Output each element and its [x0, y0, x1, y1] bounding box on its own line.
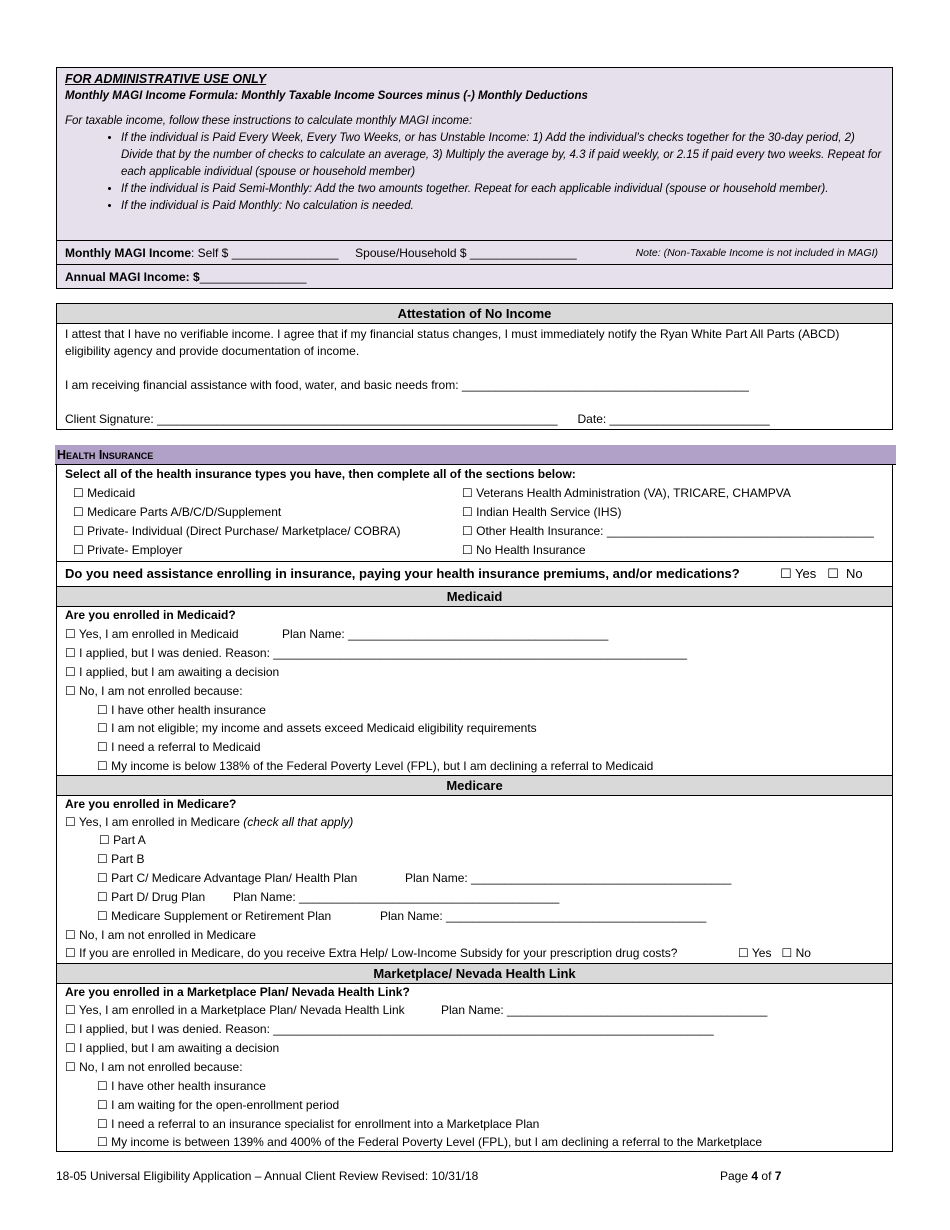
health-insurance-box	[56, 465, 893, 1152]
marketplace-awaiting[interactable]	[65, 1041, 279, 1055]
self-label: : Self $	[191, 246, 229, 260]
option-label: Yes, I am enrolled in Medicare	[78, 815, 240, 829]
medicaid-enrolled[interactable]	[65, 627, 239, 641]
medicare-part-a[interactable]	[99, 833, 146, 847]
option-label: Part C/ Medicare Advantage Plan/ Health Plan	[111, 871, 358, 885]
extra-help-answer	[738, 946, 811, 960]
attestation-title: Attestation of No Income	[57, 304, 892, 324]
checkbox-icon[interactable]: ☐	[99, 833, 110, 847]
option-label: Part A	[113, 833, 146, 847]
signature-line	[65, 411, 884, 428]
magi-bullets	[65, 130, 884, 215]
medicare-header: Medicare	[57, 775, 892, 796]
medicare-part-c[interactable]	[97, 871, 357, 885]
type-label: Medicare Parts A/B/C/D/Supplement	[87, 505, 282, 519]
medicare-supplement[interactable]	[97, 909, 331, 923]
option-label: I have other health insurance	[111, 1079, 266, 1093]
page-of: of	[761, 1169, 772, 1183]
attestation-box	[56, 303, 893, 430]
option-label: Part B	[111, 852, 145, 866]
assistance-line	[65, 377, 884, 394]
non-taxable-note: Note: (Non-Taxable Income is not included in MAGI)	[635, 247, 878, 259]
health-insurance-header: Health Insurance	[55, 445, 896, 465]
checkbox-icon[interactable]: ☐	[462, 524, 473, 538]
checkbox-icon[interactable]: ☐	[73, 505, 84, 519]
plan-label: Plan Name:	[405, 871, 468, 885]
type-label: Private- Individual (Direct Purchase/ Marketplace/ COBRA)	[87, 524, 401, 538]
marketplace-denied[interactable]	[65, 1022, 714, 1036]
checkbox-icon[interactable]: ☐	[73, 524, 84, 538]
option-label: I need a referral to an insurance specialist for enrollment into a Marketplace Plan	[111, 1117, 540, 1131]
type-label: Medicaid	[87, 486, 136, 500]
spouse-label: Spouse/Household $	[355, 246, 467, 260]
checkbox-icon[interactable]: ☐	[97, 909, 108, 923]
no-label: No	[795, 946, 811, 960]
checkbox-icon[interactable]: ☐	[462, 505, 473, 519]
type-ihs[interactable]	[462, 505, 622, 519]
assistance-answer	[780, 566, 863, 582]
magi-formula: Monthly MAGI Income Formula: Monthly Taxable Income Sources minus (-) Monthly Deductions	[65, 90, 588, 102]
medicare-part-b[interactable]	[97, 852, 144, 866]
yes-label: Yes	[795, 566, 817, 581]
option-label: Yes, I am enrolled in Medicaid	[78, 627, 239, 641]
type-label: No Health Insurance	[476, 543, 586, 557]
part-c-plan-field[interactable]: _______________________________________	[471, 871, 732, 885]
checkbox-icon[interactable]: ☐	[781, 946, 793, 960]
checkbox-icon[interactable]: ☐	[65, 1060, 76, 1074]
checkbox-icon[interactable]: ☐	[65, 684, 76, 698]
checkbox-icon[interactable]: ☐	[65, 1003, 76, 1017]
magi-instructions: For taxable income, follow these instructions to calculate monthly MAGI income:	[65, 115, 473, 127]
type-none[interactable]	[462, 543, 586, 557]
other-insurance-field[interactable]: ________________________________________	[606, 524, 874, 538]
admin-use-box	[56, 67, 893, 289]
type-label: Private- Employer	[87, 543, 183, 557]
checkbox-icon[interactable]: ☐	[65, 1041, 76, 1055]
marketplace-plan	[441, 1003, 767, 1017]
checkbox-icon[interactable]: ☐	[97, 852, 108, 866]
marketplace-question: Are you enrolled in a Marketplace Plan/ Nevada Health Link?	[65, 985, 410, 999]
checkbox-icon[interactable]: ☐	[97, 1135, 108, 1149]
marketplace-plan-field[interactable]: _______________________________________	[507, 1003, 768, 1017]
option-label: No, I am not enrolled because:	[79, 1060, 243, 1074]
medicaid-reason[interactable]	[97, 721, 537, 735]
assistance-field[interactable]: ___________________________________________	[461, 378, 749, 392]
medicaid-reason[interactable]	[97, 759, 653, 773]
checkbox-icon[interactable]: ☐	[738, 946, 749, 960]
magi-bullet: • If the individual is Paid Monthly: No calculation is needed.	[121, 198, 884, 215]
magi-bullet: • If the individual is Paid Every Week, Every Two Weeks, or has Unstable Income: 1) Add the individual’s checks together for the 30-day period, 2) Divide that by the number of checks to calculate an average, 3) Multiply the average by, 4.3 if paid weekly, or 2.15 if paid every two weeks. Repeat for each applicable individual (spouse or household member)	[121, 130, 884, 181]
checkbox-icon[interactable]: ☐	[827, 566, 839, 581]
checkbox-icon[interactable]: ☐	[97, 1098, 108, 1112]
marketplace-enrolled[interactable]	[65, 1003, 405, 1017]
checkbox-icon[interactable]: ☐	[97, 1117, 108, 1131]
medicare-enrolled[interactable]	[65, 815, 353, 829]
marketplace-not-enrolled[interactable]	[65, 1060, 243, 1074]
medicaid-plan-field[interactable]: _______________________________________	[348, 627, 609, 641]
checkbox-icon[interactable]: ☐	[97, 721, 108, 735]
option-label: Medicare Supplement or Retirement Plan	[111, 909, 332, 923]
checkbox-icon[interactable]: ☐	[780, 566, 792, 581]
checkbox-icon[interactable]: ☐	[65, 946, 76, 960]
marketplace-reason[interactable]	[97, 1135, 762, 1149]
annual-magi-label: Annual MAGI Income: $	[65, 270, 200, 284]
page-prefix: Page	[720, 1169, 749, 1183]
medicare-part-d-plan	[233, 890, 559, 904]
medicaid-denied[interactable]	[65, 646, 687, 660]
marketplace-reason[interactable]	[97, 1117, 539, 1131]
type-private-individual[interactable]	[73, 524, 401, 538]
type-label: Other Health Insurance:	[476, 524, 604, 538]
option-label: No, I am not enrolled because:	[79, 684, 243, 698]
medicare-supplement-plan	[380, 909, 706, 923]
option-label: I need a referral to Medicaid	[111, 740, 261, 754]
checkbox-icon[interactable]: ☐	[65, 815, 76, 829]
option-label: I am not eligible; my income and assets exceed Medicaid eligibility requirements	[111, 721, 537, 735]
signature-field[interactable]: ____________________________________________________________	[157, 412, 558, 426]
medicare-question: Are you enrolled in Medicare?	[65, 797, 237, 811]
medicaid-awaiting[interactable]	[65, 665, 279, 679]
admin-title: FOR ADMINISTRATIVE USE ONLY	[65, 72, 267, 86]
part-d-plan-field[interactable]: _______________________________________	[299, 890, 560, 904]
footer-form-id: 18-05 Universal Eligibility Application – Annual Client Review Revised: 10/31/18	[56, 1169, 479, 1183]
footer-page-number	[720, 1169, 781, 1183]
type-medicare[interactable]	[73, 505, 281, 519]
type-label: Indian Health Service (IHS)	[476, 505, 622, 519]
signature-label: Client Signature:	[65, 412, 154, 426]
checkbox-icon[interactable]: ☐	[73, 543, 84, 557]
option-label: Yes, I am enrolled in a Marketplace Plan/ Nevada Health Link	[78, 1003, 405, 1017]
option-label: I applied, but I am awaiting a decision	[79, 665, 280, 679]
option-label: I applied, but I am awaiting a decision	[79, 1041, 280, 1055]
option-label: No, I am not enrolled in Medicare	[79, 928, 256, 942]
option-label: My income is between 139% and 400% of the Federal Poverty Level (FPL), but I am declining a referral to the Marketplace	[111, 1135, 763, 1149]
checkbox-icon[interactable]: ☐	[73, 486, 84, 500]
medicaid-header: Medicaid	[57, 586, 892, 607]
no-label: No	[846, 566, 863, 581]
option-label: I have other health insurance	[111, 703, 266, 717]
monthly-magi-label: Monthly MAGI Income	[65, 246, 191, 260]
spouse-amount-field[interactable]: ________________	[469, 246, 577, 260]
plan-label: Plan Name:	[233, 890, 296, 904]
option-note: (check all that apply)	[243, 815, 354, 829]
type-other[interactable]	[462, 524, 874, 538]
checkbox-icon[interactable]: ☐	[65, 1022, 76, 1036]
option-label: I applied, but I was denied. Reason:	[79, 646, 270, 660]
select-prompt: Select all of the health insurance types you have, then complete all of the sections below:	[65, 467, 576, 481]
assistance-label: I am receiving financial assistance with food, water, and basic needs from:	[65, 378, 459, 392]
monthly-magi-row	[57, 240, 892, 265]
medicare-extra-help[interactable]	[65, 946, 677, 960]
attestation-text: I attest that I have no verifiable income. I agree that if my financial status changes, I must immediately notify the Ryan White Part All Parts (ABCD) eligibility agency and provide documentation of income.	[65, 327, 840, 358]
checkbox-icon[interactable]: ☐	[97, 1079, 108, 1093]
option-label: Part D/ Drug Plan	[111, 890, 206, 904]
plan-label: Plan Name:	[282, 627, 345, 641]
checkbox-icon[interactable]: ☐	[97, 703, 108, 717]
checkbox-icon[interactable]: ☐	[97, 759, 108, 773]
medicaid-question: Are you enrolled in Medicaid?	[65, 608, 236, 622]
annual-amount-field[interactable]: ________________	[199, 270, 307, 284]
checkbox-icon[interactable]: ☐	[97, 740, 108, 754]
option-label: I am waiting for the open-enrollment period	[111, 1098, 340, 1112]
checkbox-icon[interactable]: ☐	[97, 871, 108, 885]
checkbox-icon[interactable]: ☐	[65, 646, 76, 660]
divider	[57, 561, 892, 562]
option-label: My income is below 138% of the Federal Poverty Level (FPL), but I am declining a referral to Medicaid	[111, 759, 654, 773]
marketplace-reason-field[interactable]: __________________________________________________________________	[273, 1022, 714, 1036]
checkbox-icon[interactable]: ☐	[65, 665, 76, 679]
self-amount-field[interactable]: ________________	[231, 246, 339, 260]
option-label: If you are enrolled in Medicare, do you receive Extra Help/ Low-Income Subsidy for your prescription drug costs?	[79, 946, 678, 960]
medicaid-reason[interactable]	[97, 740, 261, 754]
medicaid-plan	[282, 627, 608, 641]
medicaid-reason-field[interactable]: ______________________________________________________________	[273, 646, 688, 660]
option-label: I applied, but I was denied. Reason:	[79, 1022, 270, 1036]
checkbox-icon[interactable]: ☐	[462, 543, 473, 557]
checkbox-icon[interactable]: ☐	[65, 928, 76, 942]
type-veterans[interactable]	[462, 486, 791, 500]
marketplace-header: Marketplace/ Nevada Health Link	[57, 963, 892, 984]
assistance-question: Do you need assistance enrolling in insurance, paying your health insurance premiums, and/or medications?	[65, 566, 740, 581]
medicare-part-d[interactable]	[97, 890, 205, 904]
plan-label: Plan Name:	[441, 1003, 504, 1017]
medicaid-reason[interactable]	[97, 703, 266, 717]
page-total: 7	[774, 1169, 782, 1183]
marketplace-reason[interactable]	[97, 1079, 266, 1093]
page-current: 4	[751, 1169, 759, 1183]
medicare-not-enrolled[interactable]	[65, 928, 256, 942]
type-private-employer[interactable]	[73, 543, 182, 557]
yes-label: Yes	[751, 946, 772, 960]
checkbox-icon[interactable]: ☐	[65, 627, 76, 641]
magi-bullet: • If the individual is Paid Semi-Monthly: Add the two amounts together. Repeat for each applicable individual (spouse or household member).	[121, 181, 884, 198]
annual-magi-row	[57, 264, 892, 289]
medicare-part-c-plan	[405, 871, 731, 885]
type-medicaid[interactable]	[73, 486, 135, 500]
type-label: Veterans Health Administration (VA), TRICARE, CHAMPVA	[476, 486, 791, 500]
checkbox-icon[interactable]: ☐	[462, 486, 473, 500]
supplement-plan-field[interactable]: _______________________________________	[446, 909, 707, 923]
medicaid-not-enrolled[interactable]	[65, 684, 243, 698]
checkbox-icon[interactable]: ☐	[97, 890, 108, 904]
plan-label: Plan Name:	[380, 909, 443, 923]
date-label: Date:	[577, 412, 607, 426]
marketplace-reason[interactable]	[97, 1098, 339, 1112]
date-field[interactable]: ________________________	[609, 412, 770, 426]
